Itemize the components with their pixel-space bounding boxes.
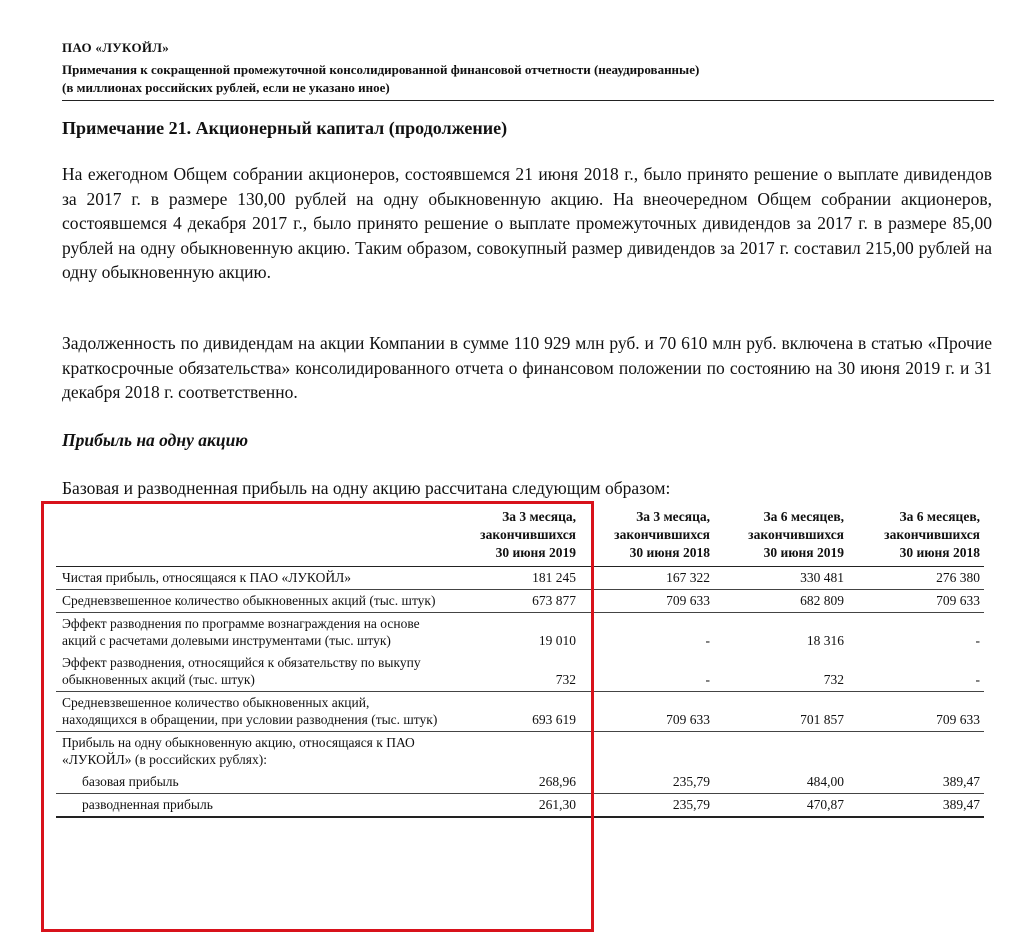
highlight-box bbox=[41, 501, 594, 932]
cell-value bbox=[580, 732, 714, 772]
column-header: За 3 месяца, закончившихся 30 июня 2019 bbox=[446, 506, 580, 567]
cell-value: 389,47 bbox=[848, 771, 984, 794]
cell-value: 470,87 bbox=[714, 794, 848, 818]
cell-value: 709 633 bbox=[848, 590, 984, 613]
cell-value: 484,00 bbox=[714, 771, 848, 794]
cell-value: - bbox=[848, 652, 984, 692]
cell-value: 181 245 bbox=[446, 567, 580, 590]
cell-value: 732 bbox=[446, 652, 580, 692]
note-title: Примечание 21. Акционерный капитал (продолжение) bbox=[62, 118, 508, 138]
cell-value: 389,47 bbox=[848, 794, 984, 818]
row-label: Эффект разводнения по программе вознаграждения на основе акций с расчетами долевыми инструментами (тыс. штук) bbox=[62, 616, 420, 648]
cell-value: 709 633 bbox=[580, 692, 714, 732]
cell-value: - bbox=[580, 652, 714, 692]
cell-value: 709 633 bbox=[580, 590, 714, 613]
cell-value bbox=[714, 732, 848, 772]
eps-section-title: Прибыль на одну акцию bbox=[62, 430, 249, 450]
cell-value: 261,30 bbox=[446, 794, 580, 818]
report-subtitle: Примечания к сокращенной промежуточной консолидированной финансовой отчетности (неаудированные) bbox=[62, 62, 700, 77]
currency-note: (в миллионах российских рублей, если не указано иное) bbox=[62, 80, 390, 95]
column-header: За 6 месяцев, закончившихся 30 июня 2018 bbox=[848, 506, 984, 567]
cell-value: 693 619 bbox=[446, 692, 580, 732]
dividend-payable-paragraph: Задолженность по дивидендам на акции Компании в сумме 110 929 млн руб. и 70 610 млн руб. включена в статью «Прочие краткосрочные обязательства» консолидированного отчета о финансовом положении по состоянию на 30 июня 2019 г. и 31 декабря 2018 г. соответственно. bbox=[62, 333, 992, 402]
cell-value: 709 633 bbox=[848, 692, 984, 732]
cell-value: 276 380 bbox=[848, 567, 984, 590]
row-label: Прибыль на одну обыкновенную акцию, относящаяся к ПАО «ЛУКОЙЛ» (в российских рублях): bbox=[62, 735, 415, 767]
cell-value: 19 010 bbox=[538, 633, 576, 648]
row-label: разводненная прибыль bbox=[56, 794, 446, 818]
cell-value: 701 857 bbox=[714, 692, 848, 732]
cell-value: 268,96 bbox=[446, 771, 580, 794]
cell-value: 673 877 bbox=[446, 590, 580, 613]
cell-value: 235,79 bbox=[580, 794, 714, 818]
cell-value: 330 481 bbox=[714, 567, 848, 590]
cell-value: 732 bbox=[714, 652, 848, 692]
row-label: Эффект разводнения, относящийся к обязательству по выкупу обыкновенных акций (тыс. штук) bbox=[56, 652, 446, 692]
column-header: За 6 месяцев, закончившихся 30 июня 2019 bbox=[714, 506, 848, 567]
row-label: Чистая прибыль, относящаяся к ПАО «ЛУКОЙЛ» bbox=[56, 567, 446, 590]
cell-value: 235,79 bbox=[580, 771, 714, 794]
cell-value bbox=[848, 732, 984, 772]
cell-value: 167 322 bbox=[580, 567, 714, 590]
row-label: Средневзвешенное количество обыкновенных акций, находящихся в обращении, при условии разводнения (тыс. штук) bbox=[56, 692, 446, 732]
company-name: ПАО «ЛУКОЙЛ» bbox=[62, 40, 170, 55]
column-header: За 3 месяца, закончившихся 30 июня 2018 bbox=[580, 506, 714, 567]
cell-value: - bbox=[705, 633, 710, 648]
cell-value: - bbox=[975, 633, 980, 648]
eps-intro: Базовая и разводненная прибыль на одну акцию рассчитана следующим образом: bbox=[62, 478, 671, 498]
dividends-paragraph: На ежегодном Общем собрании акционеров, состоявшемся 21 июня 2018 г., было принято решение о выплате дивидендов за 2017 г. в размере 130,00 рублей на одну обыкновенную акцию. На внеочередном Общем собрании акционеров, состоявшемся 4 декабря 2017 г., было принято решение о выплате промежуточных дивидендов за 2017 г. в размере 85,00 рублей на одну обыкновенную акцию. Таким образом, совокупный размер дивидендов за 2017 г. составил 215,00 рублей на одну обыкновенную акцию. bbox=[62, 164, 992, 282]
row-label: Средневзвешенное количество обыкновенных акций (тыс. штук) bbox=[56, 590, 446, 613]
cell-value: 682 809 bbox=[714, 590, 848, 613]
header-divider bbox=[62, 100, 994, 101]
row-label: базовая прибыль bbox=[56, 771, 446, 794]
cell-value: 18 316 bbox=[806, 633, 844, 648]
